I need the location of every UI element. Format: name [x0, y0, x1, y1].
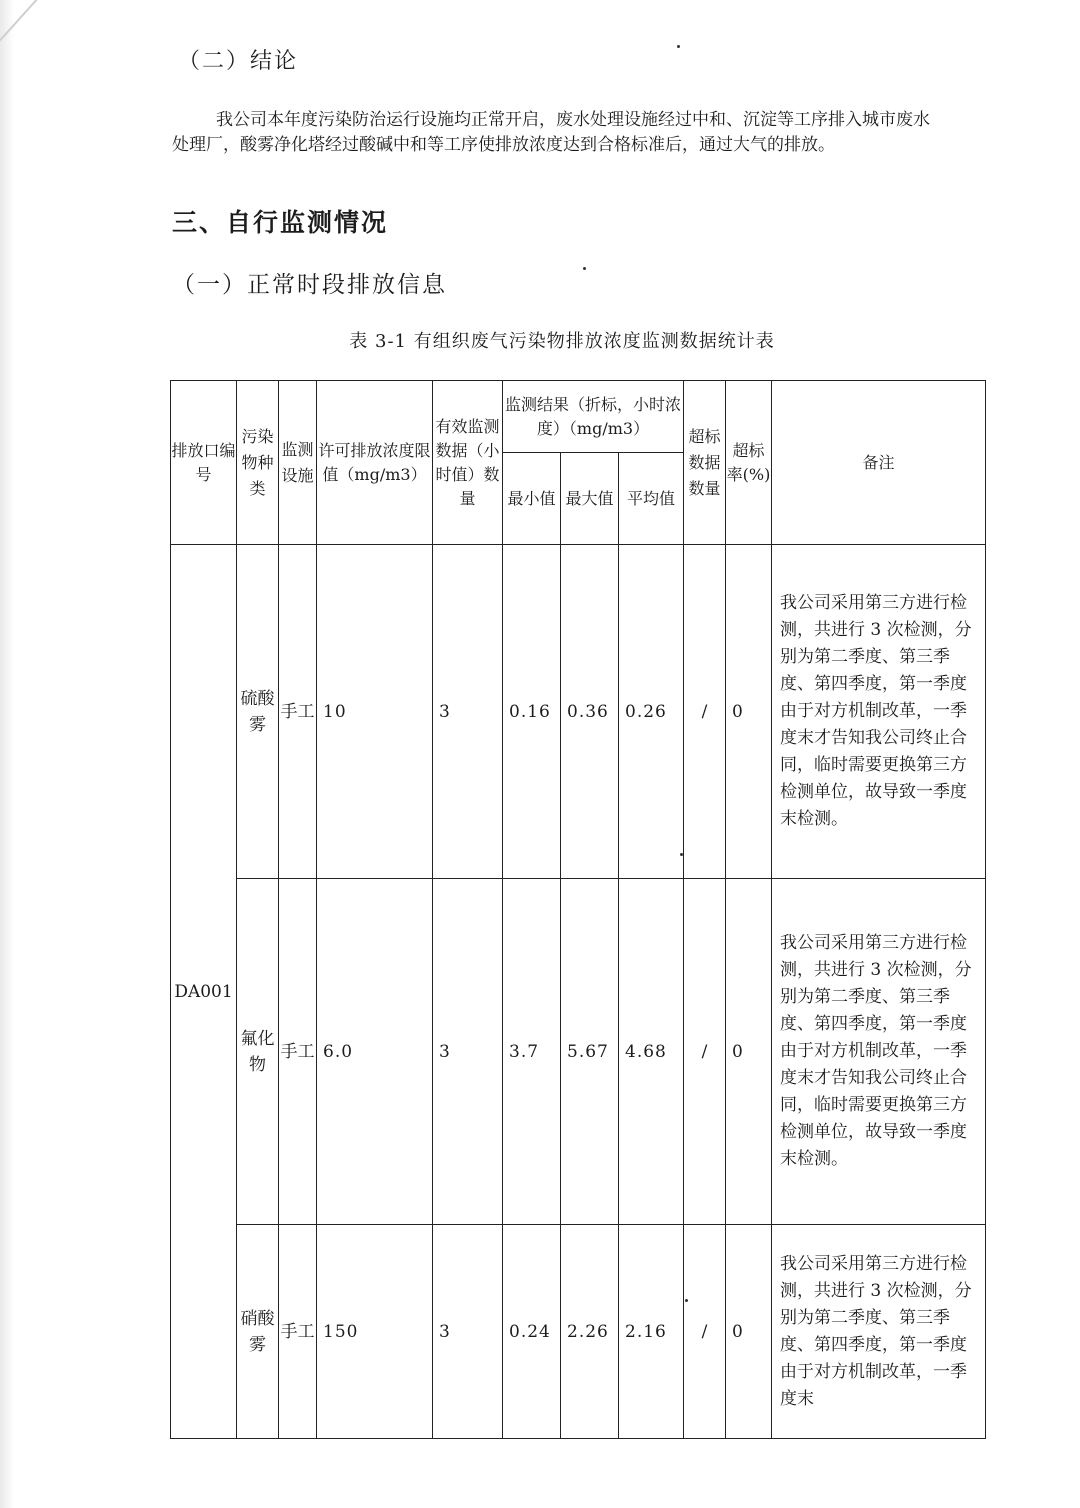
facility-cell: 手工 — [279, 879, 317, 1225]
emission-monitoring-table — [170, 380, 986, 1439]
min-cell: 3.7 — [503, 879, 561, 1225]
scan-speck — [583, 267, 586, 270]
header-pollutant: 污染物种类 — [237, 381, 279, 545]
table-row — [171, 1225, 986, 1439]
normal-period-heading: （一）正常时段排放信息 — [172, 272, 447, 298]
header-exceed-rate: 超标率(%) — [726, 381, 772, 545]
header-result-group: 监测结果（折标，小时浓度）（mg/m3） — [503, 381, 684, 453]
exceed-rate-cell: 0 — [726, 545, 772, 879]
table-row — [171, 545, 986, 879]
avg-cell: 4.68 — [619, 879, 684, 1225]
exceed-count-cell: / — [684, 879, 726, 1225]
limit-cell: 6.0 — [317, 879, 433, 1225]
header-max: 最大值 — [561, 453, 619, 545]
scan-speck — [677, 45, 680, 48]
header-remark: 备注 — [772, 381, 986, 545]
header-limit: 许可排放浓度限值（mg/m3） — [317, 381, 433, 545]
exceed-count-cell: / — [684, 1225, 726, 1439]
header-exceed-count: 超标数据数量 — [684, 381, 726, 545]
max-cell: 0.36 — [561, 545, 619, 879]
exceed-rate-cell: 0 — [726, 1225, 772, 1439]
table-header-row — [171, 381, 986, 453]
facility-cell: 手工 — [279, 545, 317, 879]
table-row — [171, 879, 986, 1225]
min-cell: 0.24 — [503, 1225, 561, 1439]
pollutant-cell: 氟化物 — [237, 879, 279, 1225]
conclusion-heading: （二）结论 — [178, 49, 299, 74]
pollutant-cell: 硫酸雾 — [237, 545, 279, 879]
conclusion-paragraph: 我公司本年度污染防治运行设施均正常开启，废水处理设施经过中和、沉淀等工序排入城市废水处理厂，酸雾净化塔经过酸碱中和等工序使排放浓度达到合格标准后，通过大气的排放。 — [172, 110, 930, 155]
max-cell: 2.26 — [561, 1225, 619, 1439]
exceed-rate-cell: 0 — [726, 879, 772, 1225]
avg-cell: 0.26 — [619, 545, 684, 879]
remark-cell: 我公司采用第三方进行检测，共进行 3 次检测，分别为第二季度、第三季度、第四季度，第一季度由于对方机制改革，一季度末才告知我公司终止合同，临时需要更换第三方检测单位，故导致一季度末检测。 — [772, 879, 986, 1225]
exceed-count-cell: / — [684, 545, 726, 879]
avg-cell: 2.16 — [619, 1225, 684, 1439]
count-cell: 3 — [433, 1225, 503, 1439]
scan-speck — [685, 1299, 688, 1302]
pollutant-cell: 硝酸雾 — [237, 1225, 279, 1439]
header-min: 最小值 — [503, 453, 561, 545]
count-cell: 3 — [433, 879, 503, 1225]
remark-cell: 我公司采用第三方进行检测，共进行 3 次检测，分别为第二季度、第三季度、第四季度，第一季度由于对方机制改革，一季度末 — [772, 1225, 986, 1439]
header-facility: 监测设施 — [279, 381, 317, 545]
remark-cell: 我公司采用第三方进行检测，共进行 3 次检测，分别为第二季度、第三季度、第四季度，第一季度由于对方机制改革，一季度末才告知我公司终止合同，临时需要更换第三方检测单位，故导致一季度末检测。 — [772, 545, 986, 879]
min-cell: 0.16 — [503, 545, 561, 879]
max-cell: 5.67 — [561, 879, 619, 1225]
limit-cell: 150 — [317, 1225, 433, 1439]
count-cell: 3 — [433, 545, 503, 879]
facility-cell: 手工 — [279, 1225, 317, 1439]
outlet-id-cell: DA001 — [171, 545, 237, 1439]
scan-speck — [680, 853, 683, 856]
limit-cell: 10 — [317, 545, 433, 879]
header-avg: 平均值 — [619, 453, 684, 545]
header-valid-count: 有效监测数据（小时值）数量 — [433, 381, 503, 545]
header-outlet-id: 排放口编号 — [171, 381, 237, 545]
table-caption: 表 3-1 有组织废气污染物排放浓度监测数据统计表 — [349, 331, 775, 352]
section-title: 三、自行监测情况 — [172, 208, 389, 237]
scan-edge-shadow — [0, 0, 14, 1508]
